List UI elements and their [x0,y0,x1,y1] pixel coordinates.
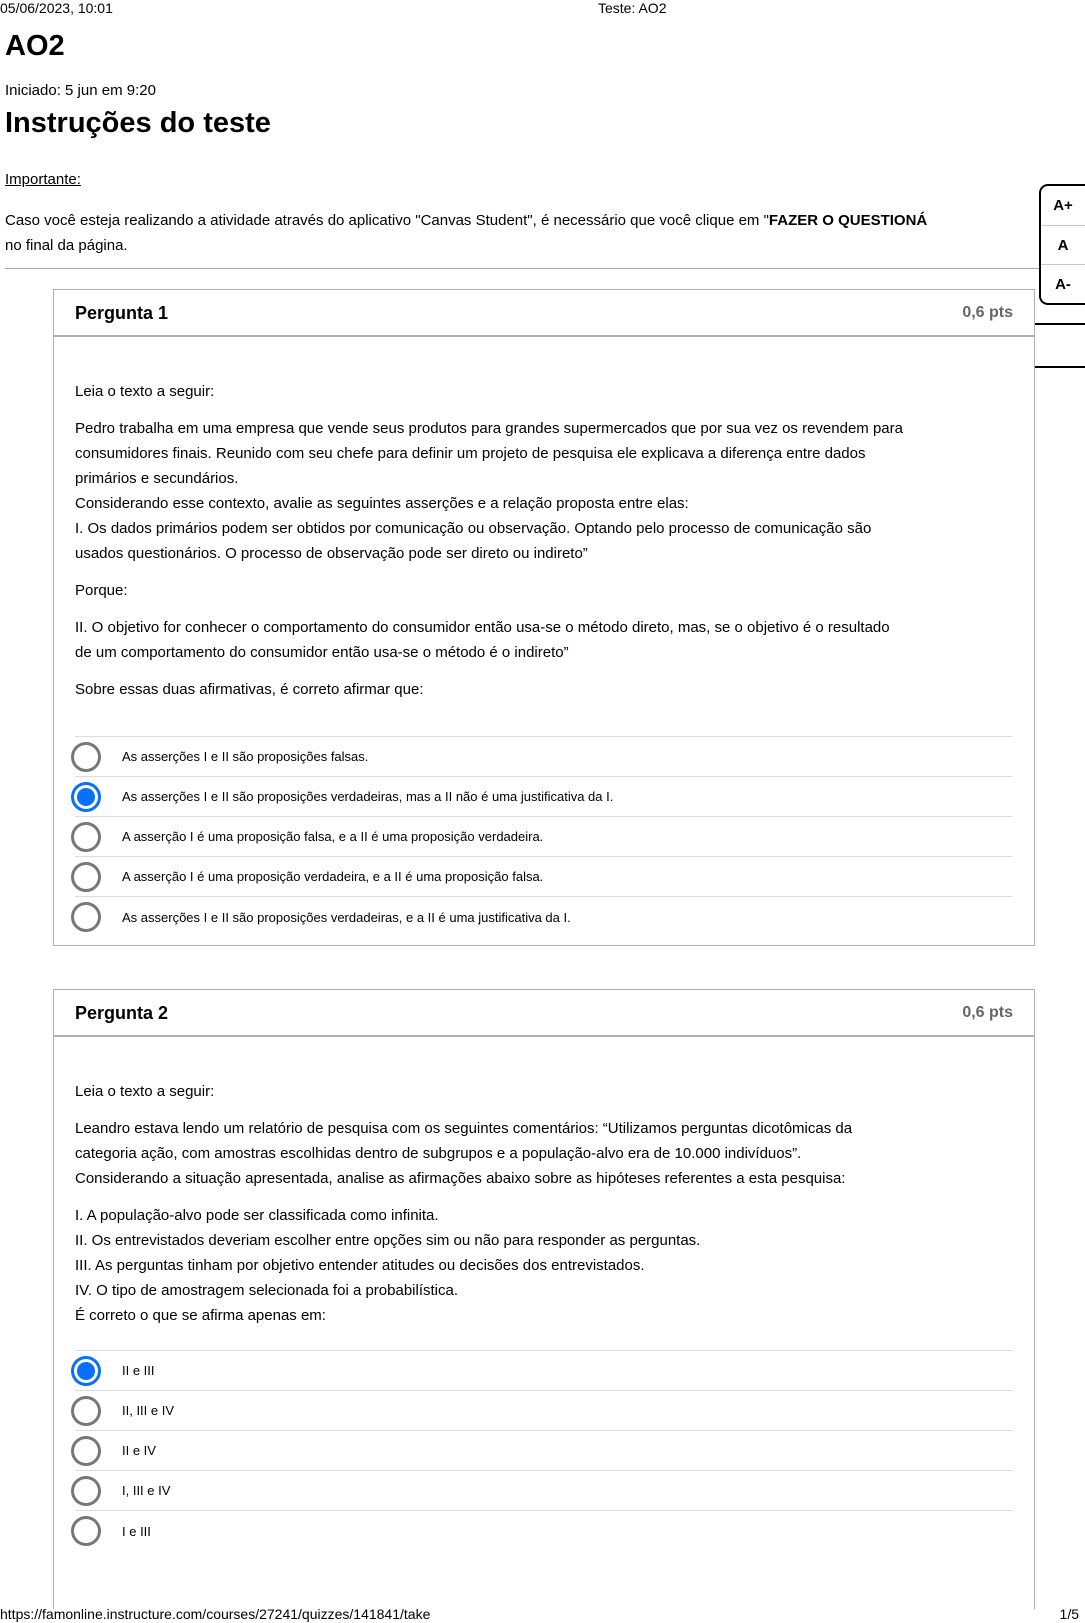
statement-line: IV. O tipo de amostragem selecionada foi a probabilística. [75,1282,458,1299]
statements-list [75,1203,1013,1328]
question-context [75,416,1013,566]
radio-button[interactable] [71,902,101,932]
answer-option[interactable] [75,777,1013,817]
answer-option[interactable] [75,1351,1013,1391]
answer-label: A asserção I é uma proposição verdadeira, e a II é uma proposição falsa. [122,869,544,884]
text-line: primários e secundários. [75,470,239,487]
answer-option[interactable] [75,857,1013,897]
quiz-started-time: Iniciado: 5 jun em 9:20 [5,82,156,99]
question-context [75,1116,1013,1191]
radio-button[interactable] [71,1476,101,1506]
answer-list [75,1350,1013,1551]
question-points: 0,6 pts [962,1004,1013,1021]
text-line: Leandro estava lendo um relatório de pesquisa com os seguintes comentários: “Utilizamos perguntas dicotômicas da [75,1120,853,1137]
instructions-text [5,208,1015,258]
question-title: Pergunta 2 [75,1003,169,1023]
radio-button[interactable] [71,1396,101,1426]
answer-label: As asserções I e II são proposições verdadeiras, mas a II não é uma justificativa da I. [122,789,614,804]
question-prompt: Sobre essas duas afirmativas, é correto afirmar que: [75,681,424,698]
instructions-heading: Instruções do teste [5,107,271,139]
answer-option[interactable] [75,737,1013,777]
text-line: consumidores finais. Reunido com seu chefe para definir um projeto de pesquisa ele explicava a diferença entre dados [75,445,866,462]
print-header [0,0,1085,18]
porque-label: Porque: [75,582,128,599]
page-url: https://famonline.instructure.com/courses/27241/quizzes/141841/take [0,1606,431,1622]
instructions-line-1: Caso você esteja realizando a atividade através do aplicativo "Canvas Student", é necessário que você clique em " [5,212,769,229]
answer-option[interactable] [75,817,1013,857]
radio-button[interactable] [71,862,101,892]
text-line: Considerando esse contexto, avalie as seguintes asserções e a relação proposta entre elas: [75,495,689,512]
answer-option[interactable] [75,1391,1013,1431]
answer-label: II, III e IV [122,1403,175,1418]
text-line: Considerando a situação apresentada, analise as afirmações abaixo sobre as hipóteses referentes a esta pesquisa: [75,1170,846,1187]
question-body [54,337,1034,937]
answer-label: II e IV [122,1443,156,1458]
question-header [54,290,1034,337]
statement-line: II. Os entrevistados deveriam escolher entre opções sim ou não para responder as perguntas. [75,1232,701,1249]
radio-button[interactable] [71,742,101,772]
text-line: Pedro trabalha em uma empresa que vende seus produtos para grandes supermercados que por sua vez os revendem para [75,420,903,437]
answer-list [75,736,1013,937]
text-line: II. O objetivo for conhecer o comportamento do consumidor então usa-se o método direto, mas, se o objetivo é o resultado [75,619,890,636]
statement-line: I. A população-alvo pode ser classificada como infinita. [75,1207,439,1224]
question-points: 0,6 pts [962,304,1013,321]
question-intro: Leia o texto a seguir: [75,1083,215,1100]
font-reset-button[interactable]: A [1041,225,1085,264]
text-line: I. Os dados primários podem ser obtidos por comunicação ou observação. Optando pelo processo de comunicação são [75,520,872,537]
answer-label: As asserções I e II são proposições verdadeiras, e a II é uma justificativa da I. [122,909,571,925]
question-body [54,1037,1034,1551]
print-page-title: Teste: AO2 [598,0,667,16]
radio-button-selected[interactable] [71,782,101,812]
question-title: Pergunta 1 [75,303,169,323]
text-line: usados questionários. O processo de observação pode ser direto ou indireto” [75,545,588,562]
question-card-1 [53,289,1035,946]
text-line: de um comportamento do consumidor então usa-se o método é o indireto” [75,644,569,661]
question-prompt: É correto o que se afirma apenas em: [75,1307,326,1324]
statement-line: III. As perguntas tinham por objetivo entender atitudes ou decisões dos entrevistados. [75,1257,645,1274]
instructions-line-2: no final da página. [5,237,128,254]
radio-button[interactable] [71,1436,101,1466]
question-intro: Leia o texto a seguir: [75,383,215,400]
answer-label: I, III e IV [122,1483,171,1498]
font-increase-button[interactable]: A+ [1053,197,1073,214]
text-line: categoria ação, com amostras escolhidas dentro de subgrupos e a população-alvo era de 10.000 indivíduos”. [75,1145,802,1162]
answer-label: As asserções I e II são proposições falsas. [122,749,369,764]
instructions-emphasis: FAZER O QUESTIONÁ [768,212,928,229]
page-number: 1/5 [1059,1606,1079,1622]
font-decrease-button[interactable]: A- [1041,264,1085,303]
important-label: Importante: [5,171,81,188]
divider [5,268,1045,269]
radio-button[interactable] [71,1516,101,1546]
answer-label: I e III [122,1523,151,1539]
answer-option[interactable] [75,897,1013,937]
question-card-2 [53,989,1035,1609]
question-header [54,990,1034,1037]
answer-option[interactable] [75,1511,1013,1551]
answer-option[interactable] [75,1471,1013,1511]
radio-button[interactable] [71,822,101,852]
assertion-2 [75,615,1013,665]
quiz-title: AO2 [5,30,65,62]
answer-label: A asserção I é uma proposição falsa, e a II é uma proposição verdadeira. [122,829,544,844]
print-datetime: 05/06/2023, 10:01 [0,0,113,16]
answer-label: II e III [122,1363,155,1378]
answer-option[interactable] [75,1431,1013,1471]
radio-button-selected[interactable] [71,1356,101,1386]
font-size-widget [1039,184,1085,305]
